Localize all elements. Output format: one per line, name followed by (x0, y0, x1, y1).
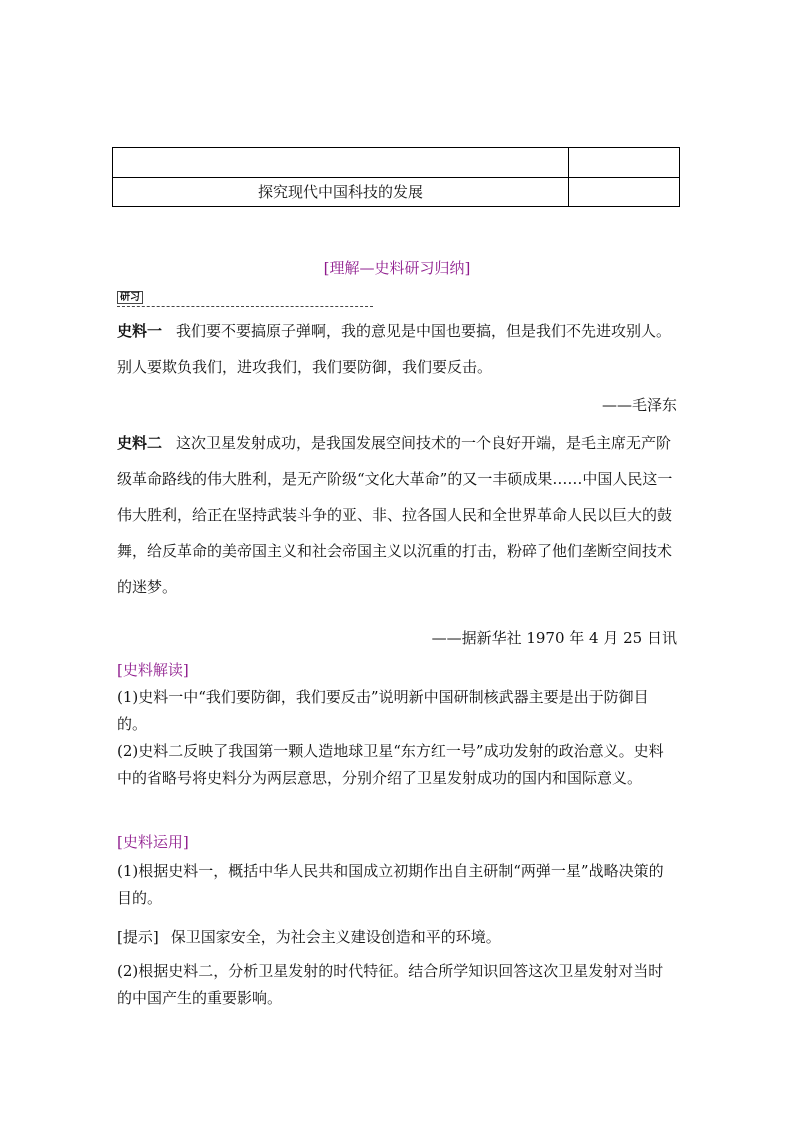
interpretation-item-2: (2)史料二反映了我国第一颗人造地球卫星“东方红一号”成功发射的政治意义。史料中的省略号将史料分为两层意思，分别介绍了卫星发射成功的国内和国际意义。 (117, 742, 664, 787)
source-1-label: 史料一 (117, 322, 163, 340)
source-2 (117, 425, 677, 605)
application-question-1: (1)根据史料一，概括中华人民共和国成立初期作出自主研制“两弹一星”战略决策的目的。 (117, 862, 664, 907)
header-table (112, 147, 680, 207)
source-1-attribution: ——毛泽东 (601, 396, 677, 414)
source-1-text: 我们要不要搞原子弹啊，我的意见是中国也要搞，但是我们不先进攻别人。别人要欺负我们，进攻我们，我们要防御，我们要反击。 (117, 322, 672, 376)
table-divider (568, 148, 569, 206)
application-hint (117, 919, 677, 955)
interpretation-heading: [史料解读] (117, 661, 189, 679)
source-2-label: 史料二 (117, 434, 163, 452)
application-heading: [史料运用] (117, 833, 189, 851)
source-2-attribution: ——据新华社 1970 年 4 月 25 日讯 (431, 629, 677, 647)
interpretation-item-1: (1)史料一中“我们要防御，我们要反击”说明新中国研制核武器主要是出于防御目的。 (117, 688, 649, 733)
table-row-empty (113, 148, 679, 178)
hint-label: [提示] (117, 928, 159, 946)
source-2-text: 这次卫星发射成功，是我国发展空间技术的一个良好开端，是毛主席无产阶级革命路线的伟大胜利，是无产阶级“文化大革命”的又一丰硕成果……中国人民这一伟大胜利，给正在坚持武装斗争的亚、非、拉各国人民和全世界革命人民以巨大的鼓舞，给反革命的美帝国主义和社会帝国主义以沉重的打击，粉碎了他们垄断空间技术的迷梦。 (117, 434, 673, 596)
application-question-2: (2)根据史料二，分析卫星发射的时代特征。结合所学知识回答这次卫星发射对当时的中国产生的重要影响。 (117, 962, 664, 1007)
section-heading: [理解—史料研习归纳] (323, 259, 471, 277)
table-title: 探究现代中国科技的发展 (257, 183, 423, 201)
yanxi-label-line (117, 292, 373, 307)
source-1 (117, 313, 677, 385)
yanxi-label: 研习 (117, 291, 143, 304)
hint-text: 保卫国家安全，为社会主义建设创造和平的环境。 (170, 928, 501, 946)
